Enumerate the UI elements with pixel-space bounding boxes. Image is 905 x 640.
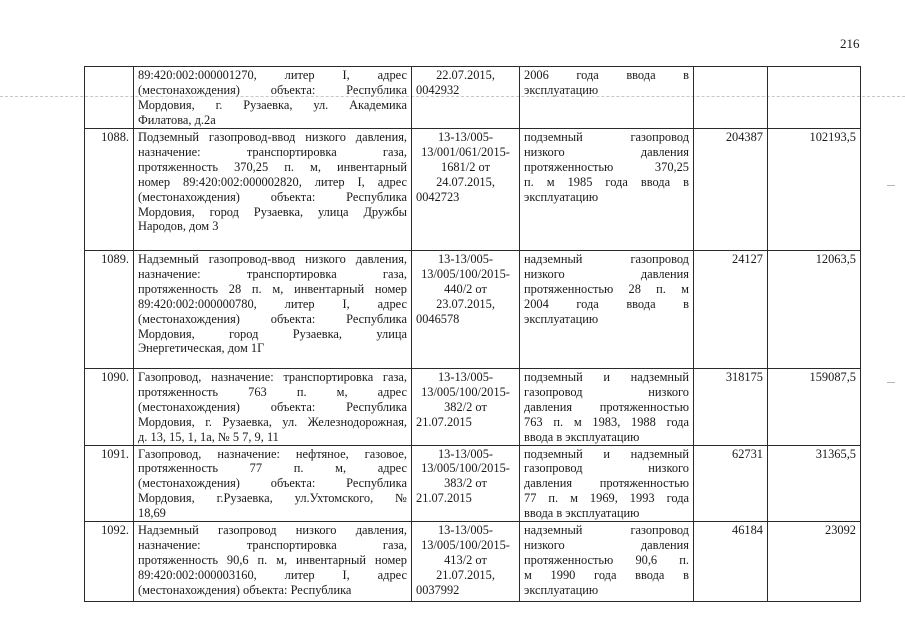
value-cell: 204387 xyxy=(694,129,768,251)
margin-mark xyxy=(887,382,895,383)
object-description-cell xyxy=(134,369,412,446)
text-line: 763 п. м 1983, 1988 года xyxy=(524,414,689,429)
text-line: (местонахождения) объекта: Республика xyxy=(138,582,352,597)
object-description-cell xyxy=(134,129,412,251)
object-description-cell xyxy=(134,445,412,522)
value-cell: 318175 xyxy=(694,369,768,446)
text-line: низкого давления xyxy=(524,537,689,552)
text-line: газопровод низкого xyxy=(524,461,689,476)
object-description-cell xyxy=(134,251,412,369)
text-line: протяженность 28 п. м, инвентарный номер xyxy=(138,281,407,296)
characteristics-cell xyxy=(520,251,694,369)
text-line: протяженностью 370,25 xyxy=(524,159,689,174)
text-line: п. м 1985 года ввода в xyxy=(524,174,689,189)
characteristics-cell xyxy=(520,445,694,522)
text-line: 413/2 от xyxy=(444,552,487,567)
text-line: Газопровод, назначение: транспортировка газа, xyxy=(138,370,407,384)
text-line: 13/005/100/2015- xyxy=(421,266,510,281)
text-line: 13/005/100/2015- xyxy=(421,537,510,552)
text-line: протяженность 77 п. м, адрес xyxy=(138,461,407,476)
text-line: (местонахождения) объекта: Республика xyxy=(138,311,407,326)
value-cell: 24127 xyxy=(694,251,768,369)
registration-cell xyxy=(412,522,520,602)
text-line: протяженность 763 п. м, адрес xyxy=(138,384,407,399)
text-line: низкого давления xyxy=(524,144,689,159)
text-line: 18,69 xyxy=(138,506,166,521)
text-line: давления протяженностью xyxy=(524,476,689,491)
row-number-cell: 1092. xyxy=(85,522,134,602)
text-line: 0042723 xyxy=(416,189,460,204)
text-line: назначение: транспортировка газа, xyxy=(138,537,407,552)
table-row xyxy=(85,129,861,251)
text-line: 21.07.2015 xyxy=(416,491,472,506)
text-line: 440/2 от xyxy=(444,281,487,296)
characteristics-cell xyxy=(520,522,694,602)
text-line: подземный и надземный xyxy=(524,446,689,461)
text-line: 2004 года ввода в xyxy=(524,296,689,311)
cost-cell: 23092 xyxy=(768,522,861,602)
characteristics-cell xyxy=(520,129,694,251)
cost-cell: 31365,5 xyxy=(768,445,861,522)
value-cell: 46184 xyxy=(694,522,768,602)
text-line: (местонахождения) объекта: Республика xyxy=(138,399,407,414)
text-line: 13/001/061/2015- xyxy=(421,144,510,159)
text-line: протяженность 90,6 п. м, инвентарный номер xyxy=(138,552,407,567)
text-line: 23.07.2015, xyxy=(436,296,495,311)
text-line: 89:420:002:000001270, литер I, адрес xyxy=(138,68,407,82)
object-description-cell xyxy=(134,67,412,129)
text-line: 383/2 от xyxy=(444,476,487,491)
text-line: эксплуатацию xyxy=(524,189,599,204)
text-line: 0037992 xyxy=(416,582,460,597)
table-row xyxy=(85,369,861,446)
text-line: Газопровод, назначение: нефтяное, газовое, xyxy=(138,446,407,461)
text-line: Мордовия, г. Рузаевка, ул. Академика xyxy=(138,97,407,112)
text-line: 21.07.2015 xyxy=(416,414,472,429)
text-line: Филатова, д.2а xyxy=(138,112,216,127)
registration-cell xyxy=(412,251,520,369)
row-number-cell xyxy=(85,67,134,129)
text-line: (местонахождения) объекта: Республика xyxy=(138,476,407,491)
text-line: ввода в эксплуатацию xyxy=(524,506,640,521)
cost-cell: 159087,5 xyxy=(768,369,861,446)
text-line: 1681/2 от xyxy=(441,159,490,174)
text-line: 89:420:002:000000780, литер I, адрес xyxy=(138,296,407,311)
text-line: протяженность 370,25 п. м, инвентарный xyxy=(138,159,407,174)
row-number-cell: 1091. xyxy=(85,445,134,522)
text-line: Надземный газопровод-ввод низкого давления, xyxy=(138,252,407,266)
text-line: 13/005/100/2015- xyxy=(421,384,510,399)
text-line: Мордовия, город Рузаевка, улица Дружбы xyxy=(138,204,407,219)
text-line: Энергетическая, дом 1Г xyxy=(138,341,265,356)
value-cell: 62731 xyxy=(694,445,768,522)
text-line: м 1990 года ввода в xyxy=(524,567,689,582)
text-line: 89:420:002:000003160, литер I, адрес xyxy=(138,567,407,582)
text-line: надземный газопровод xyxy=(524,252,689,266)
text-line: 22.07.2015, xyxy=(436,68,495,82)
row-number-cell: 1088. xyxy=(85,129,134,251)
text-line: ввода в эксплуатацию xyxy=(524,429,640,444)
text-line: Мордовия, город Рузаевка, улица xyxy=(138,326,407,341)
registration-cell xyxy=(412,67,520,129)
table-row xyxy=(85,67,861,129)
text-line: 21.07.2015, xyxy=(436,567,495,582)
table-row xyxy=(85,251,861,369)
table-row xyxy=(85,522,861,602)
characteristics-cell xyxy=(520,67,694,129)
text-line: эксплуатацию xyxy=(524,82,599,97)
text-line: 382/2 от xyxy=(444,399,487,414)
text-line: протяженностью 28 п. м xyxy=(524,281,689,296)
text-line: 13-13/005- xyxy=(437,523,494,538)
cost-cell: 12063,5 xyxy=(768,251,861,369)
text-line: 13-13/005- xyxy=(437,446,494,461)
text-line: 13-13/005- xyxy=(437,130,494,144)
registration-cell xyxy=(412,129,520,251)
cost-cell xyxy=(768,67,861,129)
text-line: подземный и надземный xyxy=(524,370,689,384)
text-line: назначение: транспортировка газа, xyxy=(138,266,407,281)
registration-cell xyxy=(412,369,520,446)
text-line: 24.07.2015, xyxy=(436,174,495,189)
text-line: протяженностью 90,6 п. xyxy=(524,552,689,567)
text-line: 13-13/005- xyxy=(437,370,494,384)
object-description-cell xyxy=(134,522,412,602)
text-line: д. 13, 15, 1, 1а, № 5 7, 9, 11 xyxy=(138,429,279,444)
row-number-cell: 1090. xyxy=(85,369,134,446)
text-line: Мордовия, г. Рузаевка, ул. Железнодорожная, xyxy=(138,414,407,429)
text-line: газопровод низкого xyxy=(524,384,689,399)
text-line: 13-13/005- xyxy=(437,252,494,266)
text-line: подземный газопровод xyxy=(524,130,689,144)
text-line: Надземный газопровод низкого давления, xyxy=(138,523,407,538)
cost-cell: 102193,5 xyxy=(768,129,861,251)
text-line: Народов, дом 3 xyxy=(138,219,219,234)
text-line: Подземный газопровод-ввод низкого давления, xyxy=(138,130,407,144)
text-line: 77 п. м 1969, 1993 года xyxy=(524,491,689,506)
text-line: давления протяженностью xyxy=(524,399,689,414)
characteristics-cell xyxy=(520,369,694,446)
registry-table xyxy=(84,66,861,602)
text-line: (местонахождения) объекта: Республика xyxy=(138,189,407,204)
text-line: 2006 года ввода в xyxy=(524,68,689,82)
registration-cell xyxy=(412,445,520,522)
value-cell xyxy=(694,67,768,129)
row-number-cell: 1089. xyxy=(85,251,134,369)
text-line: Мордовия, г.Рузаевка, ул.Ухтомского, № xyxy=(138,491,407,506)
text-line: 13/005/100/2015- xyxy=(421,461,510,476)
margin-mark xyxy=(887,185,895,186)
text-line: эксплуатацию xyxy=(524,311,599,326)
page-number: 216 xyxy=(840,36,860,51)
text-line: эксплуатацию xyxy=(524,582,599,597)
text-line: 0042932 xyxy=(416,82,460,97)
text-line: назначение: транспортировка газа, xyxy=(138,144,407,159)
text-line: надземный газопровод xyxy=(524,523,689,538)
table-row xyxy=(85,445,861,522)
text-line: 0046578 xyxy=(416,311,460,326)
text-line: низкого давления xyxy=(524,266,689,281)
text-line: номер 89:420:002:000002820, литер I, адрес xyxy=(138,174,407,189)
text-line: (местонахождения) объекта: Республика xyxy=(138,82,407,97)
